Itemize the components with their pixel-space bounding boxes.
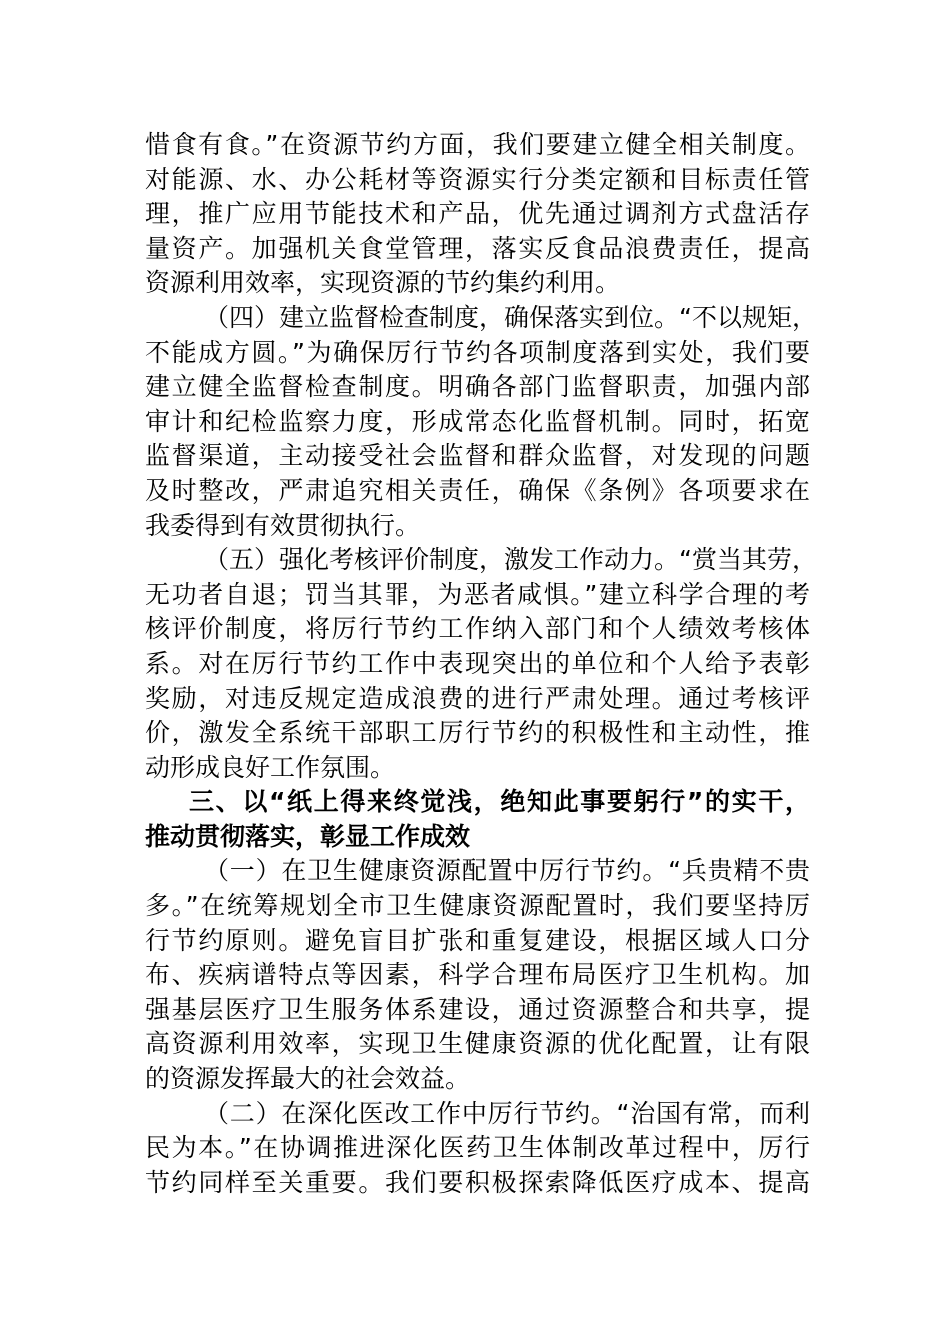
text-line: 动形成良好工作氛围。 <box>145 752 396 782</box>
text-line: 惜食有食。”在资源节约方面，我们要建立健全相关制度。 <box>145 130 810 159</box>
text-line: 无功者自退；罚当其罪，为恶者咸惧。”建立科学合理的考 <box>145 579 810 609</box>
text-line: 民为本。”在协调推进深化医药卫生体制改革过程中，厉行 <box>145 1133 810 1163</box>
text-line: 多。”在统筹规划全市卫生健康资源配置时，我们要坚持厉 <box>145 891 810 921</box>
text-line: 量资产。加强机关食堂管理，落实反食品浪费责任，提高 <box>145 233 810 263</box>
text-line: 建立健全监督检查制度。明确各部门监督职责，加强内部 <box>145 372 810 402</box>
section-heading-line: （五）强化考核评价制度，激发工作动力。“赏当其劳， <box>204 545 817 575</box>
text-line: 监督渠道，主动接受社会监督和群众监督，对发现的问题 <box>145 441 810 471</box>
section-heading-line: （二）在深化医改工作中厉行节约。“治国有常，而利 <box>204 1098 810 1128</box>
text-line: 价，激发全系统干部职工厉行节约的积极性和主动性，推 <box>145 718 810 748</box>
text-line: 行节约原则。避免盲目扩张和重复建设，根据区域人口分 <box>145 925 810 955</box>
text-line: 及时整改，严肃追究相关责任，确保《条例》各项要求在 <box>145 475 810 505</box>
chapter-heading-line: 三、以“纸上得来终觉浅，绝知此事要躬行”的实干， <box>189 787 810 817</box>
text-line: 的资源发挥最大的社会效益。 <box>145 1064 471 1094</box>
text-line: 理，推广应用节能技术和产品，优先通过调剂方式盘活存 <box>145 199 810 229</box>
text-line: 对能源、水、办公耗材等资源实行分类定额和目标责任管 <box>145 164 810 194</box>
text-line: 节约同样至关重要。我们要积极探索降低医疗成本、提高 <box>145 1167 810 1197</box>
text-line: 我委得到有效贯彻执行。 <box>145 510 421 540</box>
chapter-heading-line: 推动贯彻落实，彰显工作成效 <box>145 821 471 851</box>
text-line: 强基层医疗卫生服务体系建设，通过资源整合和共享，提 <box>145 994 810 1024</box>
text-line: 核评价制度，将厉行节约工作纳入部门和个人绩效考核体 <box>145 614 810 644</box>
text-line: 资源利用效率，实现资源的节约集约利用。 <box>145 268 621 298</box>
document-body <box>145 128 817 1200</box>
section-heading-line: （四）建立监督检查制度，确保落实到位。“不以规矩， <box>204 302 817 332</box>
text-line: 高资源利用效率，实现卫生健康资源的优化配置，让有限 <box>145 1029 810 1059</box>
text-line: 审计和纪检监察力度，形成常态化监督机制。同时，拓宽 <box>145 406 810 436</box>
text-line: 不能成方圆。”为确保厉行节约各项制度落到实处，我们要 <box>145 337 810 367</box>
text-line: 奖励，对违反规定造成浪费的进行严肃处理。通过考核评 <box>145 683 810 713</box>
section-heading-line: （一）在卫生健康资源配置中厉行节约。“兵贵精不贵 <box>204 856 810 886</box>
text-line: 布、疾病谱特点等因素，科学合理布局医疗卫生机构。加 <box>145 960 810 990</box>
text-line: 系。对在厉行节约工作中表现突出的单位和个人给予表彰 <box>145 648 810 678</box>
